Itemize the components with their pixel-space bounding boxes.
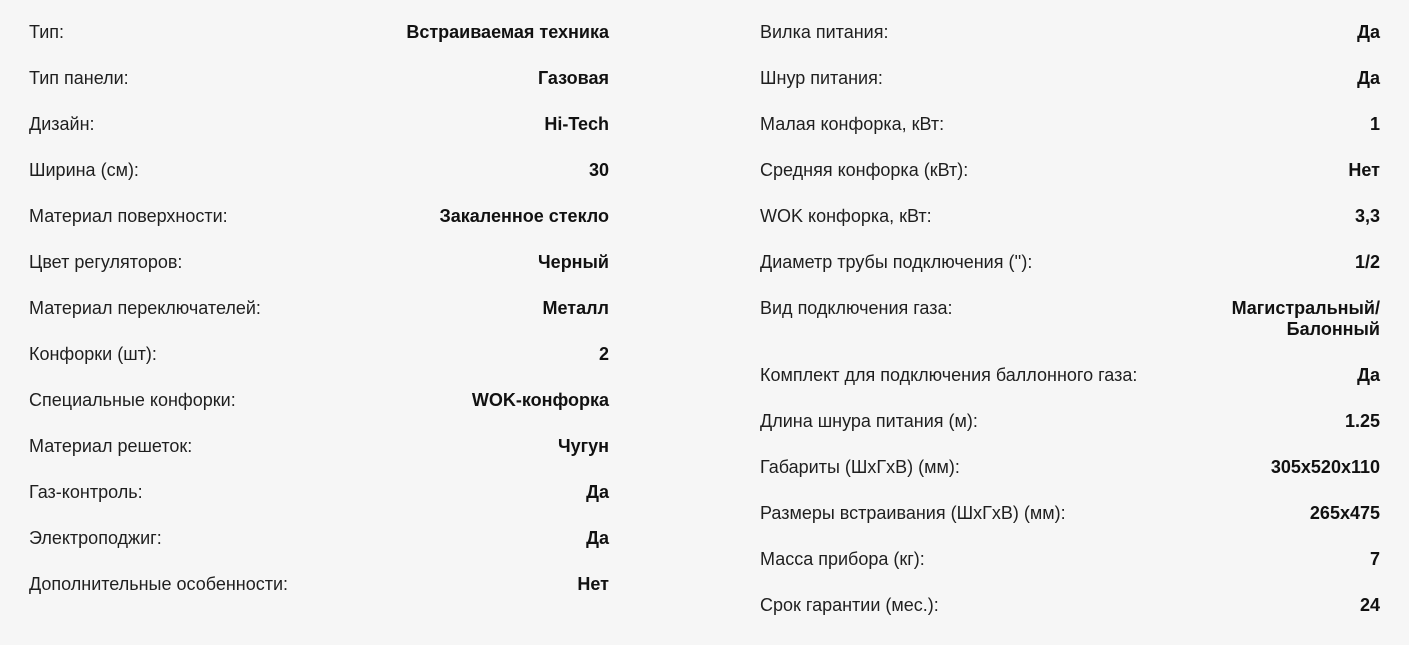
spec-row-gas-connection-type	[760, 298, 1380, 365]
spec-label: Средняя конфорка (кВт):	[760, 160, 969, 180]
spec-value: Магистральный/ Балонный	[1231, 298, 1380, 339]
spec-value: Металл	[542, 298, 609, 318]
spec-label: Вилка питания:	[760, 22, 889, 42]
spec-row-panel-type	[29, 68, 609, 114]
spec-row-medium-burner	[760, 160, 1380, 206]
spec-value: 265х475	[1309, 503, 1380, 523]
spec-row-warranty	[760, 595, 1380, 641]
spec-label: Длина шнура питания (м):	[760, 411, 978, 431]
spec-row-knob-color	[29, 252, 609, 298]
spec-value: 2	[598, 344, 609, 364]
spec-value: Газовая	[537, 68, 609, 88]
spec-label: Диаметр трубы подключения (''):	[760, 252, 1033, 272]
spec-row-power-cord	[760, 68, 1380, 114]
spec-label: Ширина (см):	[29, 160, 139, 180]
spec-value: 1.25	[1344, 411, 1380, 431]
spec-value: 1/2	[1354, 252, 1380, 272]
spec-row-weight	[760, 549, 1380, 595]
spec-label: Комплект для подключения баллонного газа:	[760, 365, 1138, 385]
specs-column-right	[760, 22, 1380, 641]
spec-row-type	[29, 22, 609, 68]
spec-value: WOK-конфорка	[471, 390, 609, 410]
spec-row-pipe-diameter	[760, 252, 1380, 298]
spec-label: Дополнительные особенности:	[29, 574, 289, 594]
spec-label: Газ-контроль:	[29, 482, 143, 502]
spec-row-dimensions	[760, 457, 1380, 503]
spec-value: 24	[1359, 595, 1380, 615]
spec-label: Вид подключения газа:	[760, 298, 953, 318]
spec-value: Да	[1357, 68, 1380, 88]
spec-label: Размеры встраивания (ШхГхВ) (мм):	[760, 503, 1066, 523]
spec-value: Закаленное стекло	[439, 206, 609, 226]
spec-row-design	[29, 114, 609, 160]
spec-value: Да	[586, 482, 609, 502]
spec-label: Материал решеток:	[29, 436, 193, 456]
spec-value: 1	[1369, 114, 1380, 134]
spec-value: 7	[1369, 549, 1380, 569]
spec-value: Черный	[538, 252, 609, 272]
spec-row-bottled-gas-kit	[760, 365, 1380, 411]
spec-row-width	[29, 160, 609, 206]
spec-value: Да	[586, 528, 609, 548]
spec-label: Срок гарантии (мес.):	[760, 595, 939, 615]
spec-label: Дизайн:	[29, 114, 95, 134]
spec-row-surface-material	[29, 206, 609, 252]
spec-value: Нет	[1348, 160, 1380, 180]
spec-label: Малая конфорка, кВт:	[760, 114, 945, 134]
spec-row-wok-burner	[760, 206, 1380, 252]
spec-row-special-burners	[29, 390, 609, 436]
spec-row-grate-material	[29, 436, 609, 482]
spec-label: Электроподжиг:	[29, 528, 162, 548]
spec-value: 305х520х110	[1270, 457, 1380, 477]
spec-row-electric-ignition	[29, 528, 609, 574]
specs-column-left	[29, 22, 609, 620]
spec-label: Масса прибора (кг):	[760, 549, 925, 569]
spec-label: Тип панели:	[29, 68, 129, 88]
spec-value: Да	[1357, 365, 1380, 385]
spec-row-gas-control	[29, 482, 609, 528]
spec-row-switch-material	[29, 298, 609, 344]
spec-value: Нет	[577, 574, 609, 594]
spec-row-cord-length	[760, 411, 1380, 457]
spec-row-burners-count	[29, 344, 609, 390]
spec-value: Встраиваемая техника	[406, 22, 609, 42]
spec-label: Специальные конфорки:	[29, 390, 236, 410]
spec-row-small-burner	[760, 114, 1380, 160]
spec-label: Цвет регуляторов:	[29, 252, 183, 272]
spec-row-power-plug	[760, 22, 1380, 68]
spec-label: WOK конфорка, кВт:	[760, 206, 932, 226]
spec-label: Тип:	[29, 22, 65, 42]
spec-value: Hi-Tech	[544, 114, 609, 134]
spec-label: Материал переключателей:	[29, 298, 261, 318]
spec-label: Материал поверхности:	[29, 206, 228, 226]
spec-value: Чугун	[557, 436, 609, 456]
spec-row-cutout-size	[760, 503, 1380, 549]
spec-value: 3,3	[1354, 206, 1380, 226]
spec-value: 30	[588, 160, 609, 180]
spec-label: Конфорки (шт):	[29, 344, 157, 364]
spec-value: Да	[1357, 22, 1380, 42]
spec-row-extra-features	[29, 574, 609, 620]
spec-label: Габариты (ШхГхВ) (мм):	[760, 457, 960, 477]
spec-label: Шнур питания:	[760, 68, 883, 88]
